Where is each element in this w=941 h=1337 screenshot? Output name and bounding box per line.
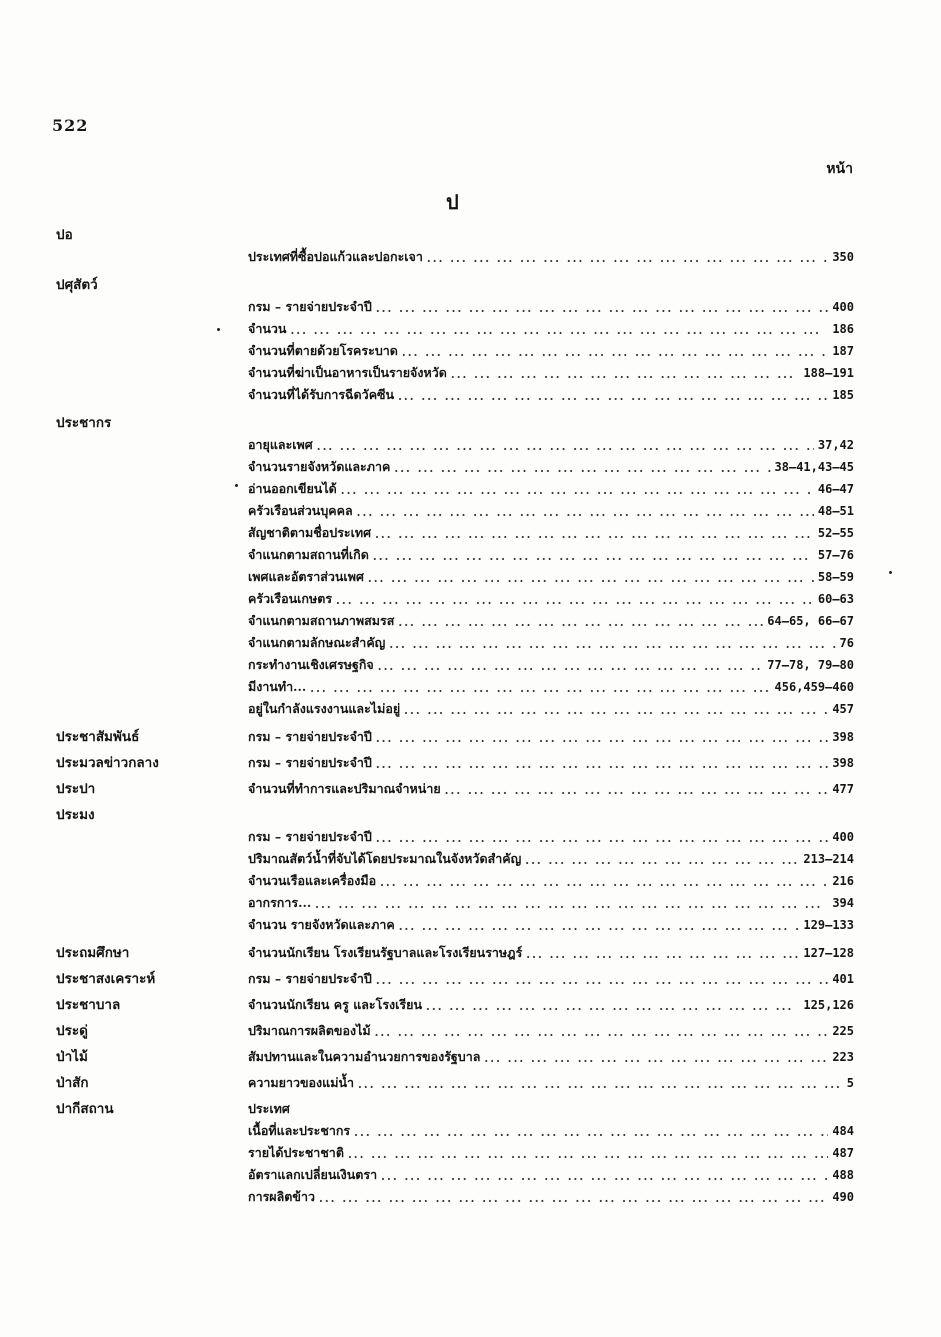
section-letter: ป (446, 190, 459, 214)
subentry-row (248, 296, 854, 318)
page-reference: 185 (832, 388, 854, 402)
index-entry (0, 804, 941, 936)
index-entry (0, 968, 941, 990)
index-term: ประชาสงเคราะห์ (56, 971, 156, 987)
index-entry (0, 224, 941, 268)
page-reference: 350 (832, 250, 854, 264)
page-reference: 477 (832, 782, 854, 796)
dot-leader (376, 300, 828, 318)
subentry-text: ปริมาณสัตว์น้ำที่จับได้โดยประมาณในจังหวัดสำคัญ (248, 851, 522, 866)
subentry-row (248, 362, 854, 384)
subentry-row (248, 566, 854, 588)
dot-leader (376, 730, 828, 748)
subentry-text: อ่านออกเขียนได้ (248, 481, 337, 496)
dot-leader (398, 388, 828, 406)
page-reference: 187 (832, 344, 854, 358)
subentry-row (248, 870, 854, 892)
subentry-text: จำนวนนักเรียน ครู และโรงเรียน (248, 997, 423, 1012)
subentry-row (248, 778, 854, 800)
index-term: ปากีสถาน (56, 1101, 114, 1117)
subentry-text: รายได้ประชาชาติ (248, 1145, 344, 1160)
dot-leader (368, 570, 814, 588)
dot-leader (341, 482, 814, 500)
page-reference: 38–41,43–45 (774, 460, 854, 474)
subentry-text: กรม – รายจ่ายประจำปี (248, 971, 372, 986)
subentry-text: จำแนกตามลักษณะสำคัญ (248, 635, 386, 650)
subentry-row (248, 752, 854, 774)
subentry-text: อายุและเพศ (248, 437, 313, 452)
dot-leader (373, 548, 814, 566)
subentry-row (248, 994, 854, 1016)
page-reference: 487 (832, 1146, 854, 1160)
subentry-list (0, 994, 941, 1016)
subentry-row (248, 318, 854, 340)
dot-leader (357, 504, 814, 522)
subentry-text: จำนวนเรือและเครื่องมือ (248, 873, 377, 888)
dot-leader (526, 946, 799, 964)
subentry-row (248, 1142, 854, 1164)
index-term: ปศุสัตว์ (56, 277, 98, 293)
subentry-text: อยู่ในกำลังแรงงานและไม่อยู่ (248, 701, 401, 716)
subentry-row (248, 968, 854, 990)
subentry-text: กระทำงานเชิงเศรษฐกิจ (248, 657, 374, 672)
subentry-list (0, 274, 941, 406)
subentry-text: กรม – รายจ่ายประจำปี (248, 829, 372, 844)
subentry-row (248, 914, 854, 936)
page-reference: 60–63 (817, 592, 854, 606)
dot-leader (427, 250, 828, 268)
page-reference: 58–59 (817, 570, 854, 584)
dot-leader (404, 702, 828, 720)
dot-leader (402, 344, 828, 362)
index-term: ปอ (56, 227, 73, 243)
subentry-list (0, 804, 941, 936)
subentry-row (248, 698, 854, 720)
index-term: ประชาสัมพันธ์ (56, 729, 140, 745)
subentry-text: สัมปทานและในความอำนวยการของรัฐบาล (248, 1049, 481, 1064)
scan-speck (235, 484, 238, 487)
page-reference: 76 (839, 636, 854, 650)
subentry-row (248, 1020, 854, 1042)
subentry-text: จำแนกตามสถานภาพสมรส (248, 613, 395, 628)
dot-leader (380, 874, 828, 892)
dot-leader (389, 636, 835, 654)
index-entry (0, 942, 941, 964)
subentry-text: อากรการ... (248, 895, 312, 910)
page-reference: 216 (832, 874, 854, 888)
subentry-text: ประเทศ (248, 1101, 290, 1116)
page-reference: 213–214 (803, 852, 854, 866)
scan-speck (217, 328, 220, 331)
page-reference: 488 (832, 1168, 854, 1182)
index-entry (0, 274, 941, 406)
subentry-text: กรม – รายจ่ายประจำปี (248, 729, 372, 744)
dot-leader (319, 1190, 828, 1208)
index-entry (0, 412, 941, 720)
dot-leader (445, 782, 829, 800)
subentry-text: มีงานทำ... (248, 679, 307, 694)
subentry-text: เพศและอัตราส่วนเพศ (248, 569, 364, 584)
dot-leader (426, 998, 799, 1016)
index-term: ป่าไม้ (56, 1049, 88, 1065)
page-reference: 188–191 (803, 366, 854, 380)
subentry-row (248, 726, 854, 748)
subentry-row (248, 340, 854, 362)
subentry-row (248, 1046, 854, 1068)
index-entries (0, 224, 941, 1208)
subentry-text: อัตราแลกเปลี่ยนเงินตรา (248, 1167, 378, 1182)
subentry-list (0, 1020, 941, 1042)
page-reference: 125,126 (803, 998, 854, 1012)
subentry-text: ประเทศที่ซื้อปอแก้วและปอกะเจา (248, 249, 423, 264)
scan-speck (889, 571, 892, 574)
page-reference: 484 (832, 1124, 854, 1138)
page-reference: 400 (832, 300, 854, 314)
page-reference: 5 (846, 1076, 854, 1090)
subentry-row (248, 478, 854, 500)
dot-leader (375, 1024, 829, 1042)
subentry-text: จำแนกตามสถานที่เกิด (248, 547, 369, 562)
index-entry (0, 752, 941, 774)
index-term: ประถมศึกษา (56, 945, 130, 961)
page-reference: 37,42 (817, 438, 854, 452)
dot-leader (376, 830, 828, 848)
subentry-row (248, 246, 854, 268)
subentry-row (248, 632, 854, 654)
subentry-list (0, 412, 941, 720)
index-entry (0, 778, 941, 800)
subentry-row (248, 942, 854, 964)
index-entry (0, 1098, 941, 1208)
subentry-row (248, 1120, 854, 1142)
subentry-row (248, 1164, 854, 1186)
subentry-list (0, 1072, 941, 1094)
index-term: ประชากร (56, 415, 112, 431)
dot-leader (310, 680, 770, 698)
dot-leader (451, 366, 800, 384)
subentry-text: จำนวนที่ได้รับการฉีดวัคซีน (248, 387, 395, 402)
page-reference: 186 (832, 322, 854, 336)
subentry-row (248, 434, 854, 456)
subentry-text: ครัวเรือนส่วนบุคคล (248, 503, 353, 518)
subentry-text: สัญชาติตามชื่อประเทศ (248, 525, 372, 540)
page-reference: 401 (832, 972, 854, 986)
subentry-row (248, 522, 854, 544)
dot-leader (354, 1124, 828, 1142)
index-entry (0, 1072, 941, 1094)
subentry-row (248, 654, 854, 676)
page-reference: 456,459–460 (774, 680, 854, 694)
index-term: ประมวลข่าวกลาง (56, 755, 159, 771)
subentry-text: กรม – รายจ่ายประจำปี (248, 299, 372, 314)
dot-leader (399, 918, 800, 936)
dot-leader (376, 756, 828, 774)
dot-leader (290, 322, 828, 340)
dot-leader (315, 896, 828, 914)
page-reference: 48–51 (817, 504, 854, 518)
index-term: ประดู่ (56, 1023, 88, 1039)
dot-leader (348, 1146, 828, 1164)
page-number: 522 (52, 116, 89, 135)
subentry-text: จำนวนรายจังหวัดและภาค (248, 459, 391, 474)
subentry-row (248, 826, 854, 848)
index-term: ประมง (56, 807, 95, 823)
dot-leader (317, 438, 814, 456)
dot-leader (376, 972, 828, 990)
subentry-list (0, 1046, 941, 1068)
page-reference: 398 (832, 730, 854, 744)
dot-leader (375, 526, 814, 544)
subentry-row (248, 848, 854, 870)
page-reference: 223 (832, 1050, 854, 1064)
page-column-heading: หน้า (826, 161, 853, 177)
index-entry (0, 726, 941, 748)
subentry-row (248, 1098, 854, 1120)
index-term: ประปา (56, 781, 96, 797)
index-term: ประชาบาล (56, 997, 121, 1013)
subentry-text: จำนวนที่ตายด้วยโรคระบาด (248, 343, 398, 358)
dot-leader (484, 1050, 828, 1068)
page-reference: 490 (832, 1190, 854, 1204)
subentry-text: จำนวนที่ฆ่าเป็นอาหารเป็นรายจังหวัด (248, 365, 447, 380)
subentry-text: ครัวเรือนเกษตร (248, 591, 333, 606)
subentry-text: ปริมาณการผลิตของไม้ (248, 1023, 371, 1038)
subentry-text: จำนวนนักเรียน โรงเรียนรัฐบาลและโรงเรียนราษฎร์ (248, 945, 523, 960)
index-entry (0, 994, 941, 1016)
subentry-text: กรม – รายจ่ายประจำปี (248, 755, 372, 770)
page-reference: 64–65, 66–67 (767, 614, 854, 628)
subentry-row (248, 456, 854, 478)
dot-leader (336, 592, 814, 610)
subentry-list (0, 726, 941, 748)
index-entry (0, 1020, 941, 1042)
dot-leader (394, 460, 770, 478)
subentry-text: การผลิตข้าว (248, 1189, 315, 1204)
subentry-list (0, 1098, 941, 1208)
subentry-row (248, 1072, 854, 1094)
page-reference: 46–47 (817, 482, 854, 496)
subentry-list (0, 942, 941, 964)
dot-leader (525, 852, 799, 870)
page-reference: 398 (832, 756, 854, 770)
dot-leader (378, 658, 764, 676)
subentry-row (248, 544, 854, 566)
index-entry (0, 1046, 941, 1068)
dot-leader (358, 1076, 843, 1094)
page-reference: 57–76 (817, 548, 854, 562)
page-reference: 77–78, 79–80 (767, 658, 854, 672)
subentry-text: จำนวนที่ทำการและปริมาณจำหน่าย (248, 781, 441, 796)
subentry-text: เนื้อที่และประชากร (248, 1123, 351, 1138)
page-reference: 457 (832, 702, 854, 716)
subentry-list (0, 778, 941, 800)
subentry-row (248, 610, 854, 632)
subentry-row (248, 1186, 854, 1208)
page-reference: 225 (832, 1024, 854, 1038)
subentry-text: ความยาวของแม่น้ำ (248, 1075, 355, 1090)
subentry-row (248, 676, 854, 698)
dot-leader (398, 614, 763, 632)
subentry-row (248, 892, 854, 914)
subentry-row (248, 500, 854, 522)
page-reference: 129–133 (803, 918, 854, 932)
page-reference: 400 (832, 830, 854, 844)
dot-leader (381, 1168, 828, 1186)
page-reference: 52–55 (817, 526, 854, 540)
subentry-row (248, 384, 854, 406)
index-term: ป่าสัก (56, 1075, 89, 1091)
subentry-text: จำนวน (248, 321, 287, 336)
page-reference: 394 (832, 896, 854, 910)
subentry-list (0, 224, 941, 268)
subentry-text: จำนวน รายจังหวัดและภาค (248, 917, 395, 932)
page-reference: 127–128 (803, 946, 854, 960)
subentry-row (248, 588, 854, 610)
